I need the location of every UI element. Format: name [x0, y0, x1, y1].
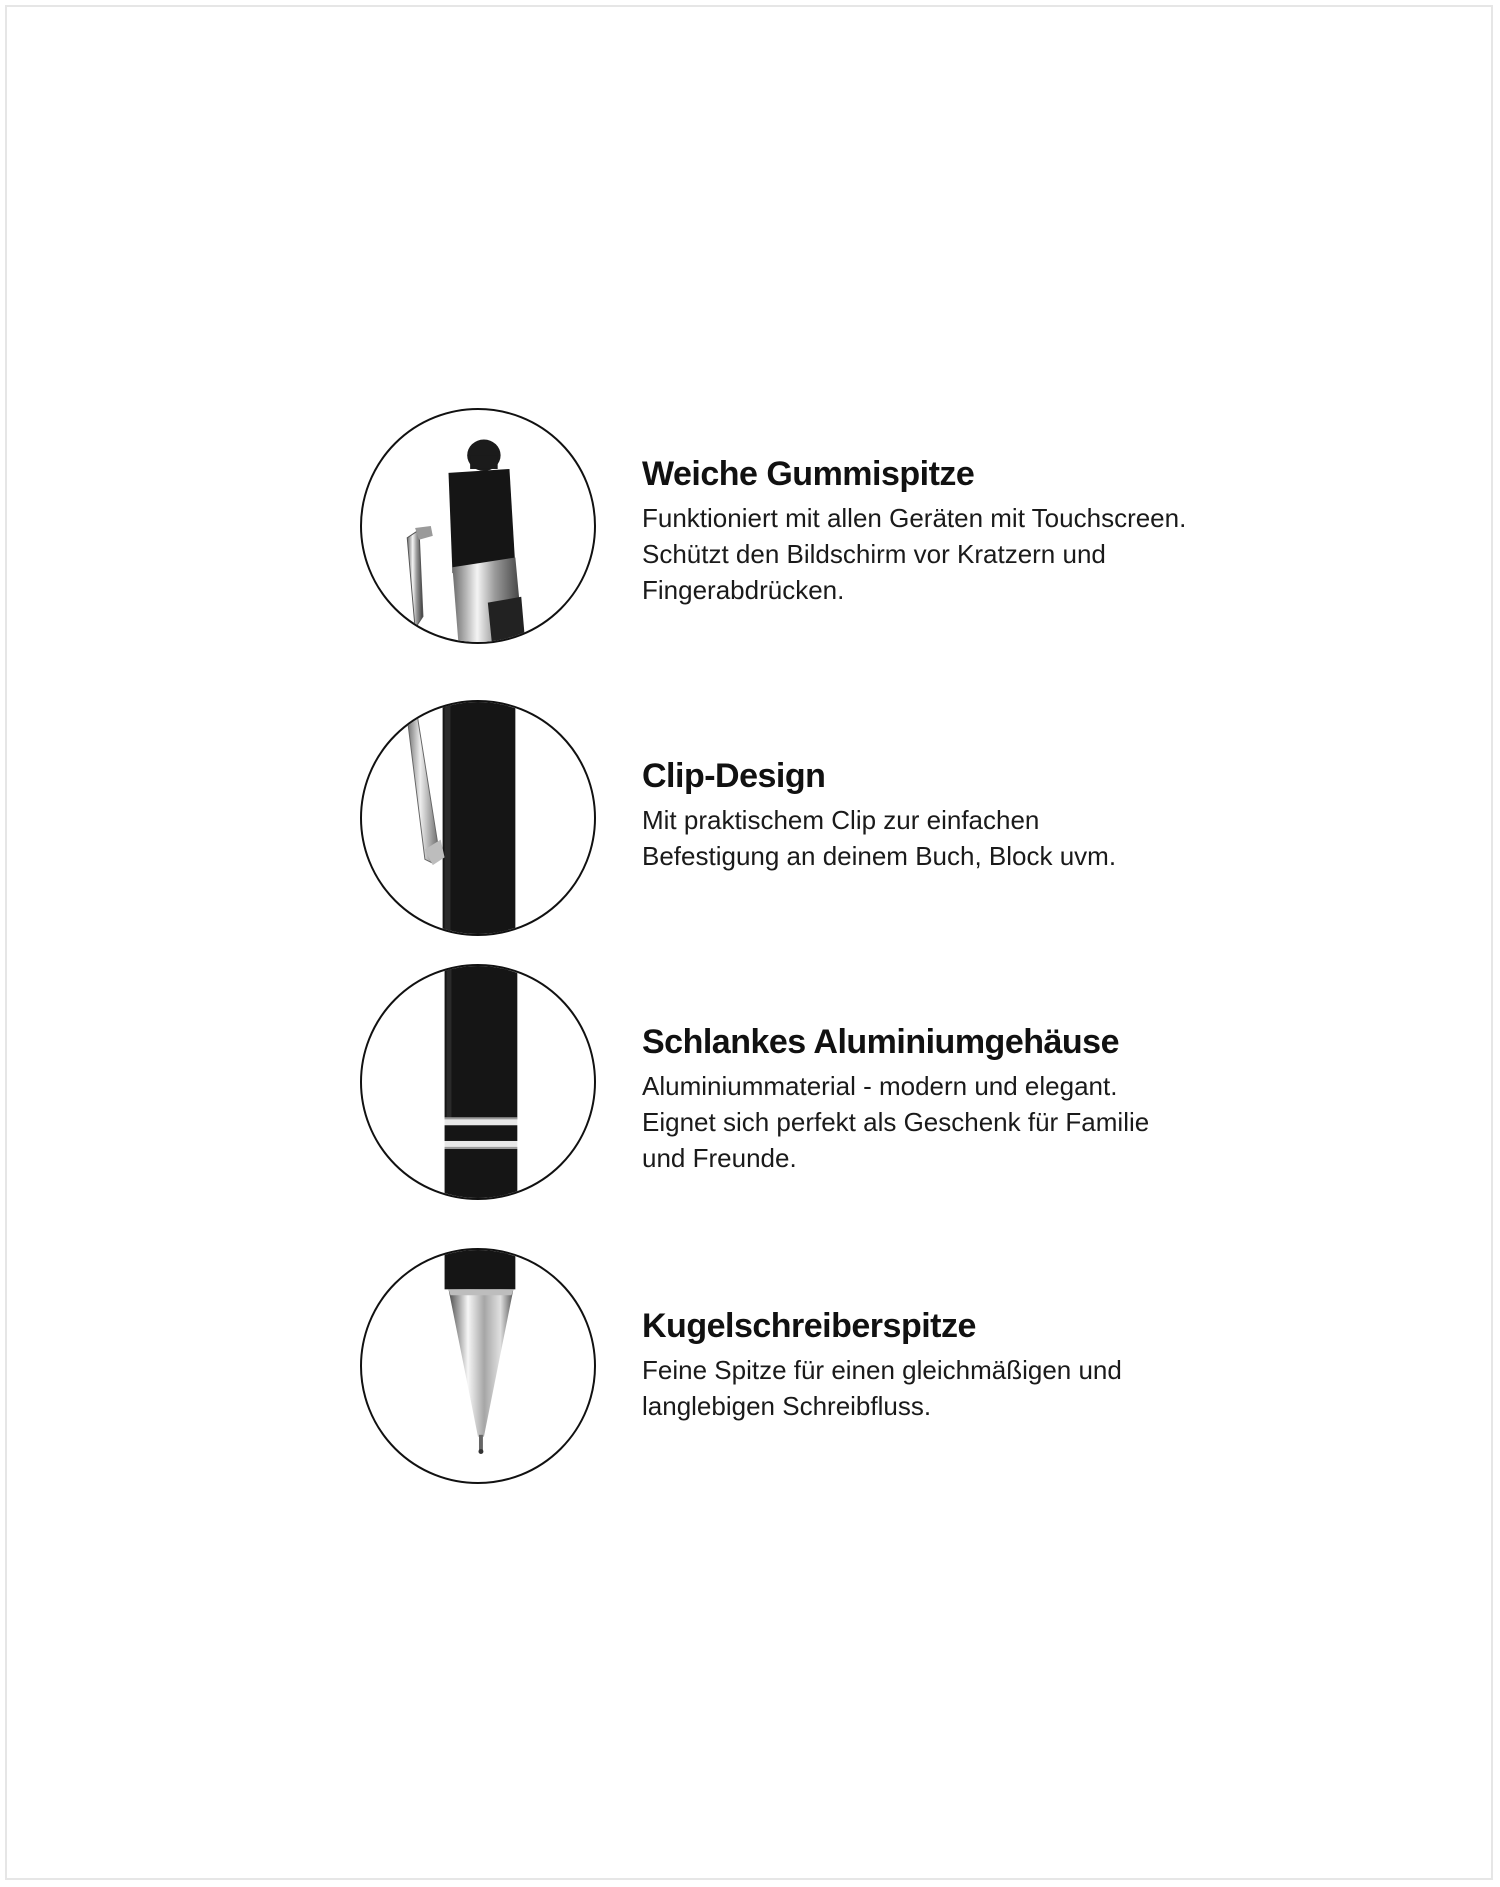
page-frame: [5, 5, 1493, 1880]
stylus-rubber-tip-icon: [360, 408, 596, 644]
feature-title: Kugelschreiberspitze: [642, 1307, 976, 1345]
feature-description: Feine Spitze für einen gleichmäßigen und langlebigen Schreibfluss.: [642, 1355, 1122, 1421]
feature-description: Funktioniert mit allen Geräten mit Touchscreen. Schützt den Bildschirm vor Kratzern und Fingerabdrücken.: [642, 503, 1187, 605]
pen-clip-icon: [360, 700, 596, 936]
feature-title: Clip-Design: [642, 757, 826, 795]
feature-text: [642, 454, 1242, 608]
feature-title: Weiche Gummispitze: [642, 455, 975, 493]
ballpoint-tip-icon: [360, 1248, 596, 1484]
feature-title: Schlankes Aluminiumgehäuse: [642, 1023, 1119, 1061]
feature-description: Mit praktischem Clip zur einfachen Befestigung an deinem Buch, Block uvm.: [642, 805, 1117, 871]
feature-text: [642, 756, 1242, 874]
feature-text: [642, 1306, 1242, 1424]
feature-description: Aluminiummaterial - modern und elegant. Eignet sich perfekt als Geschenk für Familie und Freunde.: [642, 1071, 1150, 1173]
feature-text: [642, 1022, 1242, 1176]
pen-barrel-icon: [360, 964, 596, 1200]
